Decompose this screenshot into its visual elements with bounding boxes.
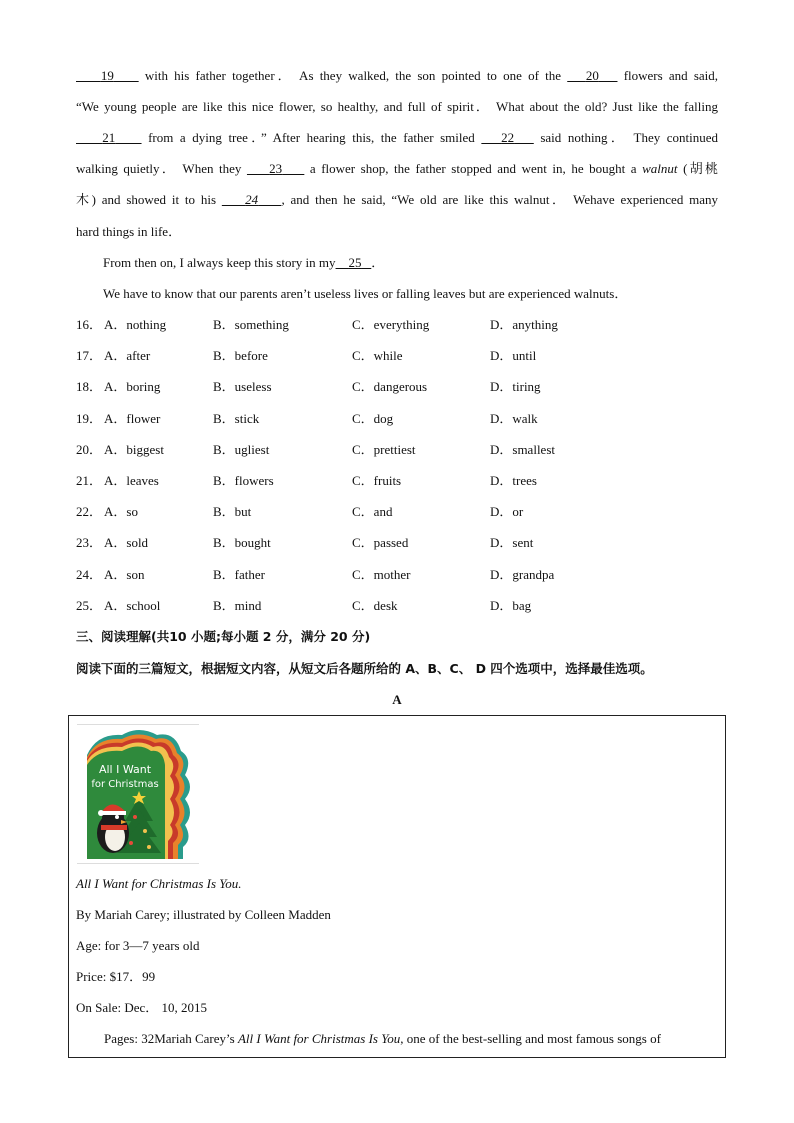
blank-23: 23 xyxy=(269,161,283,176)
option-b[interactable]: B．but xyxy=(213,504,252,520)
question-row xyxy=(76,472,716,490)
question-row xyxy=(76,378,716,396)
option-c[interactable]: C．and xyxy=(352,504,393,520)
option-a[interactable]: A．boring xyxy=(104,379,161,395)
option-a[interactable]: A．sold xyxy=(104,535,149,551)
blank-25: 25 xyxy=(348,255,362,270)
option-d[interactable]: D．until xyxy=(490,348,537,364)
passage-line-7: From then on, I always keep this story in my 25 ． xyxy=(103,255,385,270)
cover-title-line-1: All I Want xyxy=(98,763,152,776)
option-b[interactable]: B．bought xyxy=(213,535,271,551)
option-b[interactable]: B．flowers xyxy=(213,473,274,488)
option-c[interactable]: C．desk xyxy=(352,597,398,613)
question-number: 18． xyxy=(76,379,103,395)
question-row xyxy=(76,597,716,615)
blank-22: 22 xyxy=(501,130,515,145)
question-row xyxy=(76,347,716,365)
passage-line-3: 21 from a dying tree．” After hearing this, the father smiled 22 said nothing． They continued xyxy=(76,129,718,147)
book-cover-illustration xyxy=(77,725,199,863)
option-c[interactable]: C．while xyxy=(352,348,403,364)
passage-line-8: We have to know that our parents aren’t useless lives or falling leaves but are experienced walnuts． xyxy=(103,286,628,301)
passage-line-1: 19 with his father together． As they walked, the son pointed to one of the 20 flowers and said, xyxy=(76,67,718,85)
book-pages-description: Pages: 32Mariah Carey’s All I Want for Christmas Is You, one of the best-selling and most famous songs of xyxy=(104,1031,661,1046)
blank-24: 24 xyxy=(245,192,259,207)
option-b[interactable]: B．stick xyxy=(213,410,260,426)
question-row xyxy=(76,503,716,521)
option-b[interactable]: B．something xyxy=(213,317,289,332)
option-c[interactable]: C．passed xyxy=(352,535,409,551)
option-a[interactable]: A．after xyxy=(104,348,151,364)
book-author: By Mariah Carey; illustrated by Colleen Madden xyxy=(76,907,331,922)
question-number: 16． xyxy=(76,317,103,332)
question-row xyxy=(76,441,716,459)
option-b[interactable]: B．mind xyxy=(213,597,262,613)
passage-line-2: “We young people are like this nice flower, so healthy, and full of spirit． What about the old? Just like the falling xyxy=(76,99,718,114)
question-number: 17． xyxy=(76,348,103,364)
option-a[interactable]: A．leaves xyxy=(104,473,159,488)
passage-label: A xyxy=(392,692,402,707)
book-cover-image xyxy=(77,724,199,864)
question-row xyxy=(76,316,716,334)
option-d[interactable]: D．grandpa xyxy=(490,566,555,582)
question-number: 25． xyxy=(76,597,103,613)
option-a[interactable]: A．biggest xyxy=(104,441,164,457)
option-b[interactable]: B．before xyxy=(213,348,268,364)
option-d[interactable]: D．walk xyxy=(490,410,538,426)
option-a[interactable]: A．son xyxy=(104,566,145,582)
blank-21: 21 xyxy=(102,130,116,145)
option-c[interactable]: C．prettiest xyxy=(352,441,416,457)
option-b[interactable]: B．father xyxy=(213,566,265,582)
option-d[interactable]: D．anything xyxy=(490,317,558,332)
book-age: Age: for 3—7 years old xyxy=(76,938,200,953)
option-a[interactable]: A．nothing xyxy=(104,317,167,332)
option-b[interactable]: B．useless xyxy=(213,379,272,395)
question-number: 21． xyxy=(76,473,103,488)
option-c[interactable]: C．dangerous xyxy=(352,379,428,395)
option-c[interactable]: C．everything xyxy=(352,317,430,332)
question-number: 22． xyxy=(76,504,103,520)
book-title: All I Want for Christmas Is You. xyxy=(76,876,242,891)
option-a[interactable]: A．school xyxy=(104,597,161,613)
option-d[interactable]: D．sent xyxy=(490,535,534,551)
book-on-sale: On Sale: Dec． 10, 2015 xyxy=(76,1000,208,1015)
passage-line-4: walking quietly． When they 23 a flower shop, the father stopped and went in, he bought a walnut (胡桃 xyxy=(76,161,718,176)
section-instruction: 阅读下面的三篇短文，根据短文内容，从短文后各题所给的 A、B、C、 D 四个选项中，选择最佳选项。 xyxy=(76,661,653,676)
option-b[interactable]: B．ugliest xyxy=(213,441,270,457)
question-number: 20． xyxy=(76,441,103,457)
option-d[interactable]: D．trees xyxy=(490,473,537,488)
question-number: 23． xyxy=(76,535,103,551)
option-a[interactable]: A．so xyxy=(104,504,138,520)
question-row xyxy=(76,410,716,428)
section-heading: 三、阅读理解(共10 小题;每小题 2 分，满分 20 分) xyxy=(76,629,371,644)
option-d[interactable]: D．bag xyxy=(490,597,532,613)
question-number: 24． xyxy=(76,566,103,582)
question-row xyxy=(76,534,716,552)
question-row xyxy=(76,566,716,584)
option-c[interactable]: C．mother xyxy=(352,566,411,582)
option-c[interactable]: C．fruits xyxy=(352,473,402,488)
cover-title-line-2: for Christmas xyxy=(91,779,159,790)
option-a[interactable]: A．flower xyxy=(104,410,161,426)
passage-line-5: 木) and showed it to his 24 , and then he said, “We old are like this walnut． Wehave experienced many xyxy=(76,192,719,207)
option-c[interactable]: C．dog xyxy=(352,410,394,426)
book-price: Price: $17．99 xyxy=(76,969,156,984)
question-number: 19． xyxy=(76,410,103,426)
blank-20: 20 xyxy=(585,68,599,83)
option-d[interactable]: D．or xyxy=(490,504,524,520)
option-d[interactable]: D．smallest xyxy=(490,441,555,457)
passage-line-6: hard things in life． xyxy=(76,224,182,239)
blank-19: 19 xyxy=(100,68,114,83)
passage-a-box xyxy=(68,715,726,1058)
option-d[interactable]: D．tiring xyxy=(490,379,541,395)
